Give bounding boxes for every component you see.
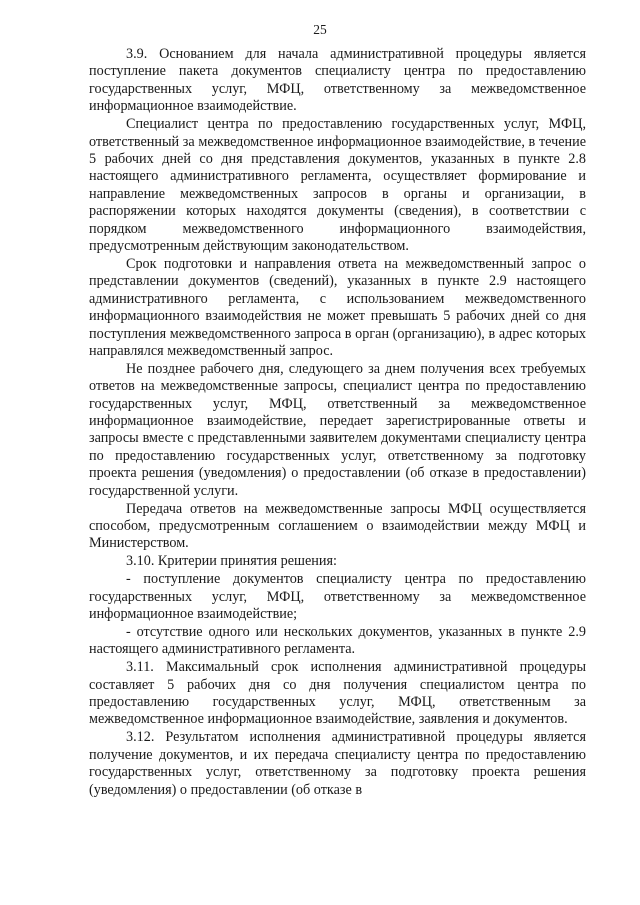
paragraph-transfer-responses: Не позднее рабочего дня, следующего за днем получения всех требуемых ответов на межведомственные запросы, специалист центра по предоставлению государственных услуг, МФЦ, ответственный за межведомственное информационное взаимодействие, передает зарегистрированные ответы и запросы вместе с представленными заявителем документами специалисту центра по предоставлению государственных услуг, ответственному за подготовку проекта решения (уведомления) о предоставлении (об отказе в предоставлении) государственной услуги. <box>89 360 586 499</box>
paragraph-response-deadline: Срок подготовки и направления ответа на межведомственный запрос о представлении документов (сведений), указанных в пункте 2.9 настоящего административного регламента, с использованием межведомственного информационного взаимодействия не может превышать 5 рабочих дней со дня поступления межведомственного запроса в орган (организацию), в адрес которых направлялся межведомственный запрос. <box>89 255 586 359</box>
paragraph-3-12: 3.12. Результатом исполнения административной процедуры является получение документов, и их передача специалисту центра по предоставлению государственных услуг, ответственному за подготовку проекта решения (уведомления) о предоставлении (об отказе в <box>89 729 586 798</box>
criteria-list-item: - отсутствие одного или нескольких документов, указанных в пункте 2.9 настоящего административного регламента. <box>89 623 586 658</box>
criteria-list-item: - поступление документов специалисту центра по предоставлению государственных услуг, МФЦ, ответственному за межведомственное информационное взаимодействие; <box>89 571 586 622</box>
paragraph-3-9: 3.9. Основанием для начала административной процедуры является поступление пакета документов специалисту центра по предоставлению государственных услуг, МФЦ, ответственному за межведомственное информационное взаимодействие. <box>89 46 586 115</box>
document-body <box>89 46 586 799</box>
paragraph-mfc-transfer: Передача ответов на межведомственные запросы МФЦ осуществляется способом, предусмотренным соглашением о взаимодействии между МФЦ и Министерством. <box>89 500 586 552</box>
paragraph-3-11: 3.11. Максимальный срок исполнения административной процедуры составляет 5 рабочих дня со дня получения специалистом центра по предоставлению государственных услуг, МФЦ, ответственным за межведомственное информационное взаимодействие, заявления и документов. <box>89 659 586 728</box>
paragraph-specialist-requests: Специалист центра по предоставлению государственных услуг, МФЦ, ответственный за межведомственное информационное взаимодействие, в течение 5 рабочих дней со дня представления документов, указанных в пункте 2.8 настоящего административного регламента, осуществляет формирование и направление межведомственных запросов в органы и организации, в распоряжении которых находятся документы (сведения), в соответствии с порядком межведомственного информационного взаимодействия, предусмотренным действующим законодательством. <box>89 116 586 254</box>
paragraph-3-10-heading: 3.10. Критерии принятия решения: <box>126 553 337 570</box>
page-number: 25 <box>313 22 327 37</box>
